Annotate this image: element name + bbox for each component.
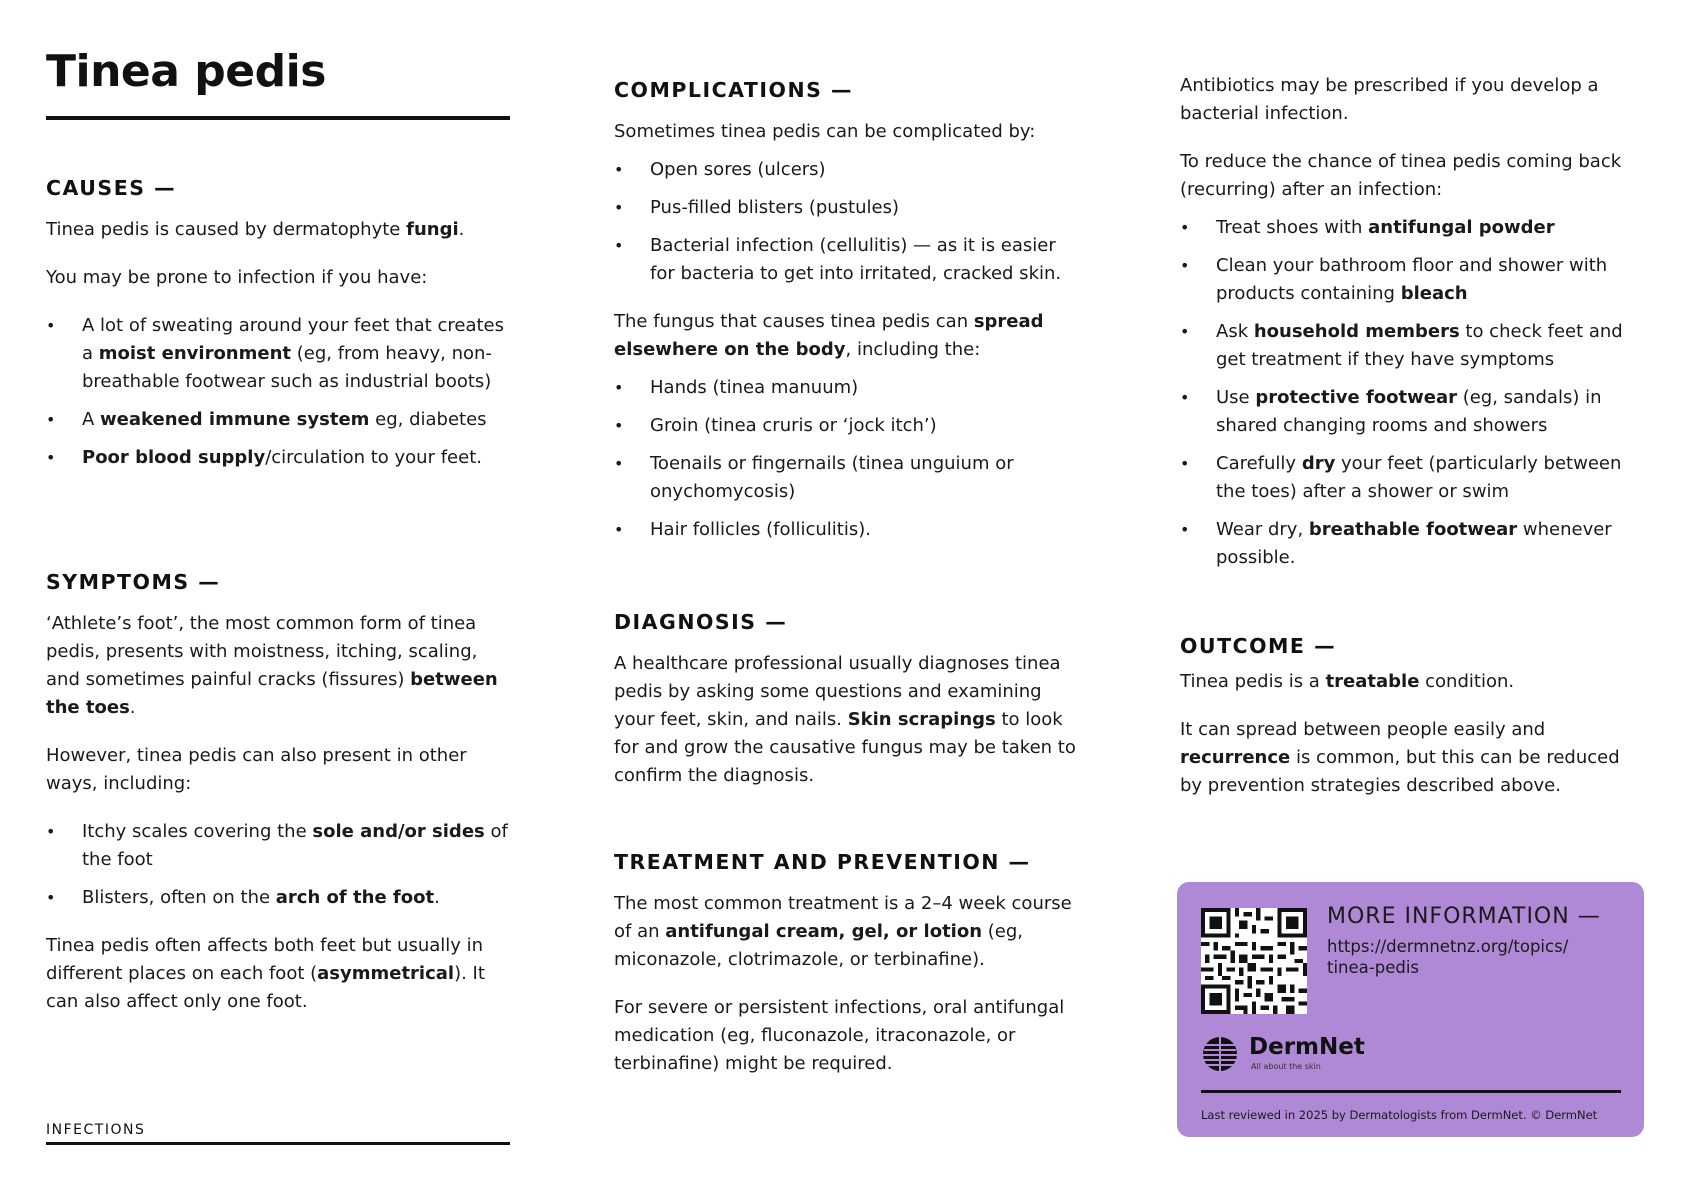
title-divider <box>46 116 510 120</box>
dermnet-brand: DermNet <box>1249 1034 1365 1060</box>
review-notice: Last reviewed in 2025 by Dermatologists from DermNet. © DermNet <box>1201 1108 1598 1122</box>
causes-section <box>46 176 510 492</box>
diagnosis-text: A healthcare professional usually diagnoses tinea pedis by asking some questions and examining your feet, skin, and nails. Skin scrapings to look for and grow the causative fungus may be taken to confirm the diagnosis. <box>614 653 1076 786</box>
complications-intro: Sometimes tinea pedis can be complicated by: <box>614 121 1036 142</box>
list-item: • Use protective footwear (eg, sandals) in shared changing rooms and showers <box>1180 384 1640 440</box>
outcome-heading: OUTCOME — <box>1180 634 1337 658</box>
symptoms-heading: SYMPTOMS — <box>46 570 221 594</box>
qr-code-icon[interactable] <box>1201 908 1307 1014</box>
outcome-section <box>1180 634 1640 820</box>
list-item: • Blisters, often on the arch of the foot. <box>46 884 510 912</box>
prevention-list <box>1180 214 1640 572</box>
spread-list <box>614 374 1084 544</box>
page-title: Tinea pedis <box>46 46 326 97</box>
complications-section <box>614 78 1084 564</box>
more-info-heading: MORE INFORMATION — <box>1327 904 1601 929</box>
symptoms-asymmetry: Tinea pedis often affects both feet but usually in different places on each foot (asymmetrical). It can also affect only one foot. <box>46 935 485 1012</box>
symptoms-intro: ‘Athlete’s foot’, the most common form of tinea pedis, presents with moistness, itching, scaling, and sometimes painful cracks (fissures) between the toes. <box>46 613 498 718</box>
category-label: INFECTIONS <box>46 1122 146 1138</box>
more-info-link[interactable]: https://dermnetnz.org/topics/ tinea-pedis <box>1327 937 1569 977</box>
symptoms-list <box>46 818 510 912</box>
list-item: • A weakened immune system eg, diabetes <box>46 406 510 434</box>
causes-intro: Tinea pedis is caused by dermatophyte fungi. <box>46 219 465 240</box>
spread-text: The fungus that causes tinea pedis can spread elsewhere on the body, including the: <box>614 311 1044 360</box>
list-item: • Hair follicles (folliculitis). <box>614 516 1084 544</box>
list-item: • Hands (tinea manuum) <box>614 374 1084 402</box>
dermnet-tagline: All about the skin <box>1251 1062 1321 1071</box>
list-item: • Clean your bathroom floor and shower with products containing bleach <box>1180 252 1640 308</box>
prevention-intro: To reduce the chance of tinea pedis coming back (recurring) after an infection: <box>1180 151 1622 200</box>
list-item: • Wear dry, breathable footwear whenever possible. <box>1180 516 1640 572</box>
complications-heading: COMPLICATIONS — <box>614 78 854 102</box>
list-item: • Toenails or fingernails (tinea unguium or onychomycosis) <box>614 450 1084 506</box>
footer-divider <box>46 1142 510 1145</box>
list-item: • Groin (tinea cruris or ‘jock itch’) <box>614 412 1084 440</box>
list-item: • Open sores (ulcers) <box>614 156 1084 184</box>
list-item: • Carefully dry your feet (particularly between the toes) after a shower or swim <box>1180 450 1640 506</box>
list-item: • Bacterial infection (cellulitis) — as it is easier for bacteria to get into irritated, cracked skin. <box>614 232 1084 288</box>
info-divider <box>1201 1090 1621 1093</box>
diagnosis-section <box>614 610 1084 810</box>
outcome-treatable: Tinea pedis is a treatable condition. <box>1180 671 1515 692</box>
list-item: • Ask household members to check feet and get treatment if they have symptoms <box>1180 318 1640 374</box>
more-information-box <box>1177 882 1644 1137</box>
list-item: • Treat shoes with antifungal powder <box>1180 214 1640 242</box>
list-item: • Poor blood supply/circulation to your feet. <box>46 444 510 472</box>
dermnet-logo-icon <box>1201 1034 1245 1074</box>
treatment-continued <box>1180 72 1640 592</box>
causes-list <box>46 312 510 472</box>
symptoms-section <box>46 570 510 1036</box>
list-item: • A lot of sweating around your feet that creates a moist environment (eg, from heavy, non-breathable footwear such as industrial boots) <box>46 312 510 396</box>
outcome-recurrence: It can spread between people easily and recurrence is common, but this can be reduced by prevention strategies described above. <box>1180 719 1620 796</box>
list-item: • Pus-filled blisters (pustules) <box>614 194 1084 222</box>
antibiotics-text: Antibiotics may be prescribed if you develop a bacterial infection. <box>1180 75 1599 124</box>
causes-prone-text: You may be prone to infection if you have: <box>46 267 428 288</box>
diagnosis-heading: DIAGNOSIS — <box>614 610 788 634</box>
complications-list <box>614 156 1084 288</box>
treatment-section <box>614 850 1084 1098</box>
list-item: • Itchy scales covering the sole and/or sides of the foot <box>46 818 510 874</box>
causes-heading: CAUSES — <box>46 176 177 200</box>
treatment-common: The most common treatment is a 2–4 week course of an antifungal cream, gel, or lotion (eg, miconazole, clotrimazole, or terbinafine). <box>614 893 1072 970</box>
treatment-heading: TREATMENT AND PREVENTION — <box>614 850 1031 874</box>
symptoms-other-ways: However, tinea pedis can also present in other ways, including: <box>46 745 467 794</box>
treatment-oral: For severe or persistent infections, oral antifungal medication (eg, fluconazole, itraconazole, or terbinafine) might be required. <box>614 997 1065 1074</box>
